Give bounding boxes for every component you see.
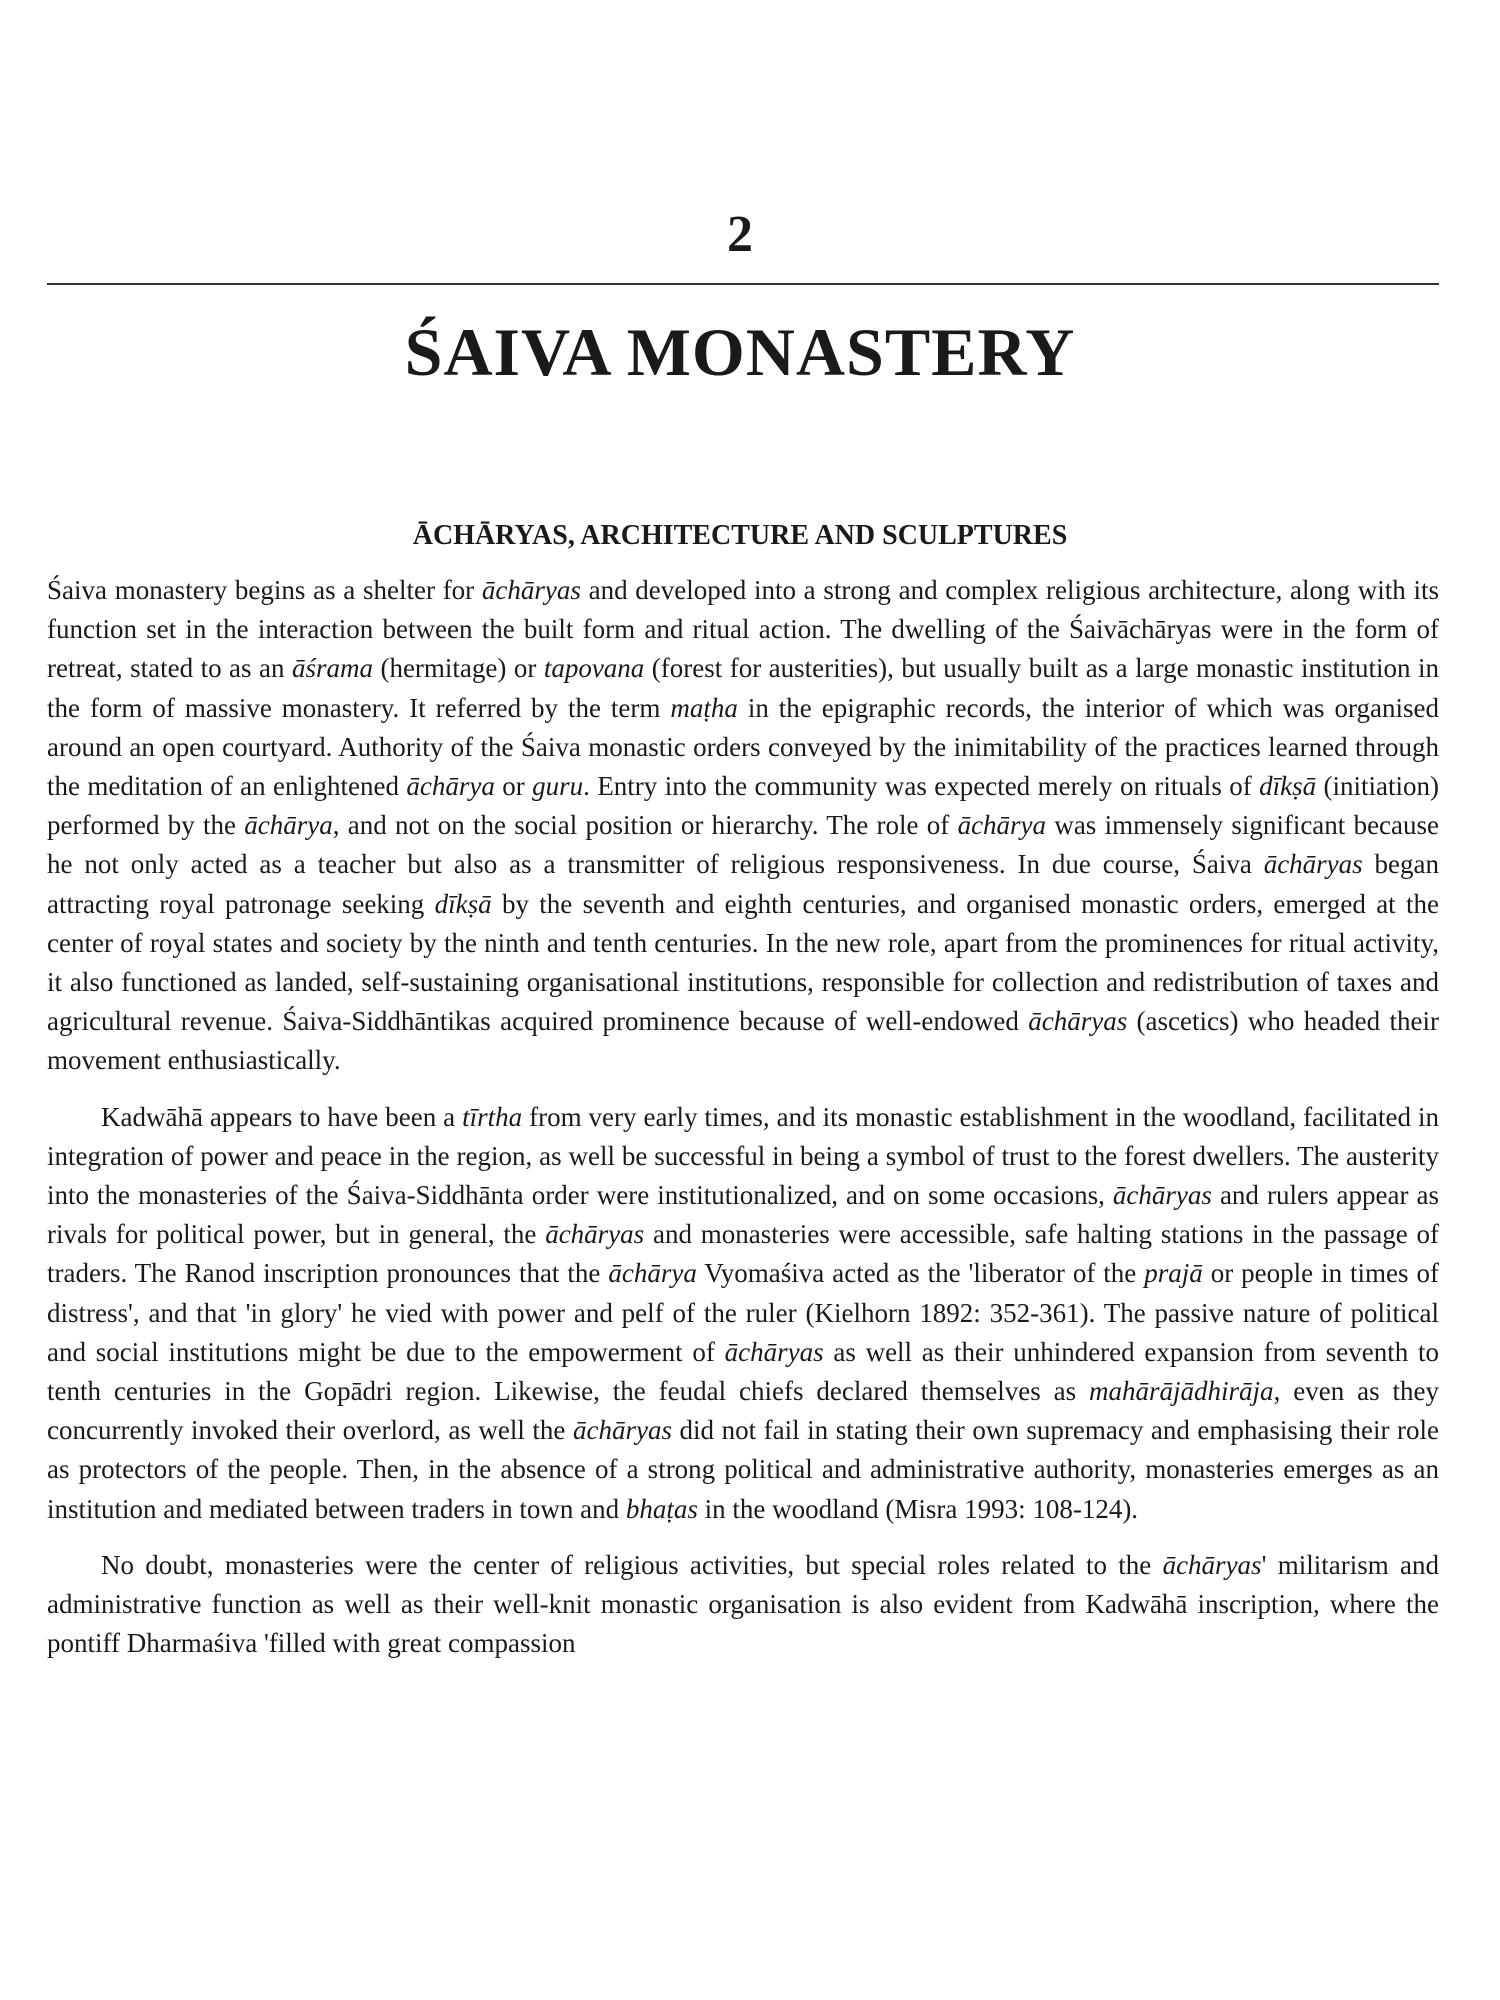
text-run: or people in times of distress', and that 'in glory' he vied with power and pelf of the ruler (Kielhorn 1892: 352-361). The passive nature of political and social institutions might be due to the empowerment of (47, 1258, 1439, 1367)
italic-term: āchāryas (1028, 1006, 1128, 1037)
italic-term: āchārya (608, 1258, 697, 1289)
text-run: , even as they concurrently invoked their overlord, as well the (47, 1376, 1439, 1446)
italic-term: āchāryas (1263, 849, 1363, 880)
text-run: Śaiva monastery begins as a shelter for (47, 575, 482, 605)
text-run: in the epigraphic records, the interior of which was organised around an open courtyard. Authority of the Śaiva monastic orders conveyed by the inimitability of the practices learned through the meditation of an enlightened (47, 692, 1439, 802)
paragraph (47, 1098, 1439, 1529)
italic-term: āchāryas (1162, 1549, 1262, 1580)
body-text (47, 571, 1439, 1680)
text-run: , and not on the social position or hierarchy. The role of (332, 810, 958, 841)
text-run: and monasteries were accessible, safe halting stations in the passage of traders. The Ranod inscription pronounces that the (47, 1219, 1439, 1289)
section-heading: ĀCHĀRYAS, ARCHITECTURE AND SCULPTURES (412, 520, 1068, 551)
text-run: (initiation) performed by the (47, 771, 1439, 841)
text-run: did not fail in stating their own supremacy and emphasising their role as protectors of the people. Then, in the absence of a strong political and administrative authority, monasteries emerges as an institution and mediated between traders in town and (47, 1415, 1439, 1524)
text-run: and rulers appear as rivals for political power, but in general, the (47, 1180, 1439, 1250)
text-run: (forest for austerities), but usually built as a large monastic institution in the form of massive monastery. It referred by the term (47, 653, 1439, 723)
text-run: in the woodland (Misra 1993: 108-124). (697, 1493, 1139, 1524)
text-run: Kadwāhā appears to have been a (101, 1101, 463, 1132)
paragraph (47, 1546, 1439, 1664)
text-run: by the seventh and eighth centuries, and organised monastic orders, emerged at the center of royal states and society by the ninth and tenth centuries. In the new role, apart from the prominences for ritual activity, it also functioned as landed, self-sustaining organisational institutions, responsible for collection and redistribution of taxes and agricultural revenue. Śaiva-Siddhāntikas acquired prominence because of well-endowed (47, 888, 1439, 1037)
text-run: as well as their unhindered expansion from seventh to tenth centuries in the Gopādri region. Likewise, the feudal chiefs declared themselves as (47, 1336, 1439, 1407)
italic-term: bhaṭas (625, 1493, 698, 1524)
chapter-number: 2 (727, 206, 753, 263)
text-run: and developed into a strong and complex religious architecture, along with its function set in the interaction between the built form and ritual action. The dwelling of the Śaivāchāryas were in the form of retreat, stated to as an (47, 575, 1439, 684)
italic-term: āchārya (957, 810, 1047, 841)
text-run: or (494, 771, 533, 802)
text-run: was immensely significant because he not only acted as a teacher but also as a transmitter of religious responsiveness. In due course, Śaiva (47, 810, 1440, 880)
italic-term: mahārājādhirāja (1089, 1376, 1274, 1407)
italic-term: āchāryas (481, 575, 581, 605)
italic-term: dīkṣā (434, 888, 492, 919)
chapter-title: ŚAIVA MONASTERY (404, 314, 1076, 390)
italic-term: āchārya (244, 810, 333, 841)
text-run: No doubt, monasteries were the center of religious activities, but special roles related to the (101, 1549, 1163, 1580)
italic-term: tīrtha (462, 1101, 523, 1132)
italic-term: dīkṣā (1259, 771, 1317, 802)
text-run: (ascetics) who headed their movement enthusiastically. (47, 1006, 1439, 1076)
text-run: Vyomaśiva acted as the 'liberator of the (696, 1258, 1145, 1289)
text-run: ' militarism and administrative function as well as their well-knit monastic organisation is also evident from Kadwāhā inscription, where the pontiff Dharmaśiva 'filled with great compassion (47, 1549, 1439, 1659)
italic-term: maṭha (670, 692, 738, 723)
italic-term: āchāryas (545, 1219, 645, 1250)
italic-term: guru (532, 771, 584, 802)
italic-term: tapovana (543, 653, 645, 684)
italic-term: prajā (1144, 1258, 1203, 1289)
text-run: . Entry into the community was expected merely on rituals of (583, 771, 1260, 802)
text-run: from very early times, and its monastic establishment in the woodland, facilitated in integration of power and peace in the region, as well be successful in being a symbol of trust to the forest dwellers. The austerity into the monasteries of the Śaiva-Siddhānta order were institutionalized, and on some occasions, (47, 1101, 1439, 1211)
text-run: (hermitage) or (372, 653, 544, 684)
paragraph (47, 571, 1439, 1081)
italic-term: āchāryas (724, 1336, 824, 1367)
text-run: began attracting royal patronage seeking (47, 849, 1440, 919)
italic-term: āchāryas (572, 1415, 672, 1446)
italic-term: āśrama (291, 653, 373, 684)
italic-term: āchāryas (1112, 1180, 1212, 1211)
chapter-divider-rule (47, 283, 1439, 285)
italic-term: āchārya (406, 771, 495, 802)
